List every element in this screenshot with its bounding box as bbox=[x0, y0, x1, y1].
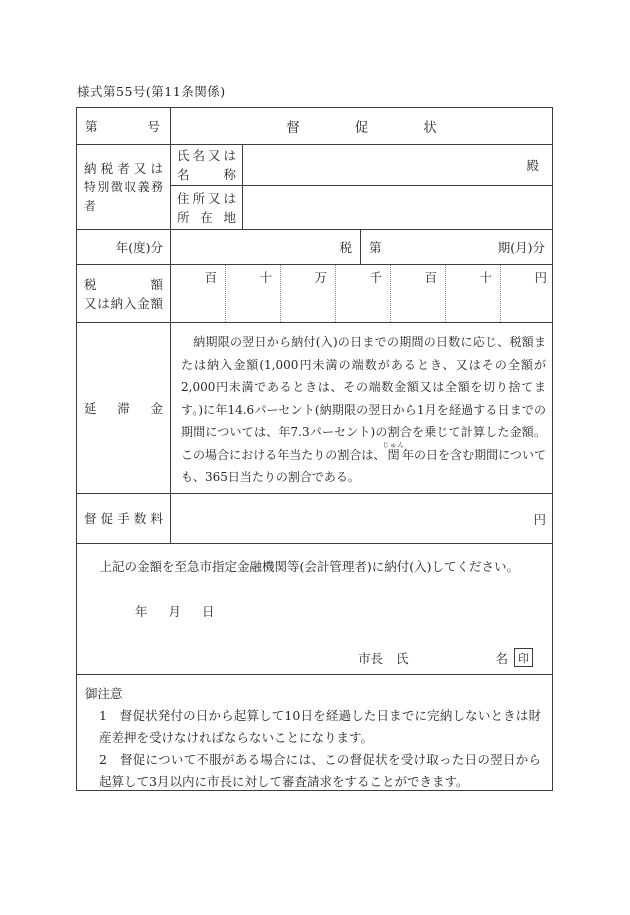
leap-year-kanji: 閏 bbox=[382, 447, 405, 462]
address-label-line2: 所在地 bbox=[177, 209, 236, 225]
mayor-signature-line bbox=[77, 648, 552, 667]
amount-row bbox=[77, 264, 552, 322]
date-day-label: 日 bbox=[202, 604, 215, 619]
amount-label-line2: 又は納入金額 bbox=[84, 295, 163, 311]
late-fee-text-cell bbox=[171, 323, 552, 493]
date-year-label: 年 bbox=[135, 604, 148, 619]
digit-col-yen: 円 bbox=[534, 270, 547, 285]
late-fee-text-part1: 納期限の翌日から納付(入)の日までの期間の日数に応じ、税額または納入金額(1,000円未満の端数があるとき、又はその全額が2,000円未満であるときは、その端数金額又は全額を切り捨てます。)に年14.6パーセント(納期限の翌日から1月を経過する日までの期間については、年7.3パーセント)の割合を乗じて計算した金額。この場合における年当たりの割合は、 bbox=[181, 335, 546, 462]
late-fee-text bbox=[171, 323, 552, 489]
address-label-cell bbox=[171, 186, 243, 229]
form-style-number: 様式第55号(第11条関係) bbox=[77, 84, 226, 99]
period-suffix: 期(月)分 bbox=[497, 240, 545, 255]
taxpayer-detail-cells bbox=[171, 145, 552, 229]
name-label-cell bbox=[171, 145, 243, 185]
amount-label-line1: 税額 bbox=[84, 276, 163, 292]
form-title: 督促状 bbox=[286, 120, 492, 136]
address-label-line1: 住所又は bbox=[177, 190, 236, 206]
form-table bbox=[76, 107, 553, 791]
name-row bbox=[171, 145, 552, 186]
doc-number-suffix: 号 bbox=[147, 119, 160, 134]
demand-fee-field bbox=[171, 494, 552, 543]
tax-name-field bbox=[171, 230, 361, 264]
leap-year-ruby bbox=[382, 440, 405, 462]
late-fee-text-part2: 年の日を含む期間についても、365日当たりの割合である。 bbox=[181, 447, 546, 484]
name-label-line1: 氏名又は bbox=[177, 148, 236, 163]
notes-heading: 御注意 bbox=[85, 686, 123, 701]
notes-section bbox=[77, 674, 552, 790]
taxpayer-row bbox=[77, 144, 552, 229]
note-item-2: 2 督促について不服がある場合には、この督促状を受け取った日の翌日から起算して3月以内に市長に対して審査請求をすることができます。 bbox=[99, 752, 541, 789]
date-line bbox=[135, 602, 552, 620]
demand-fee-label: 督促手数料 bbox=[84, 511, 163, 526]
tax-suffix-label: 税 bbox=[339, 240, 352, 255]
mayor-name-second: 名 bbox=[495, 650, 508, 666]
mayor-name-first: 氏 bbox=[395, 650, 409, 666]
digit-col-ten-million: 十 bbox=[226, 265, 281, 322]
digit-col-hundred-million: 百 bbox=[171, 265, 226, 322]
late-fee-label: 延滞金 bbox=[84, 400, 163, 416]
digit-col-thousand: 千 bbox=[336, 265, 391, 322]
doc-number-prefix: 第 bbox=[85, 119, 98, 134]
taxpayer-label-cell bbox=[77, 145, 171, 229]
digit-col-ten: 十 bbox=[446, 265, 501, 322]
late-fee-label-cell bbox=[77, 323, 171, 493]
period-prefix: 第 bbox=[369, 240, 382, 255]
name-label-line2: 名称 bbox=[177, 167, 236, 182]
taxpayer-label-line1: 納税者又は bbox=[84, 160, 163, 176]
tax-period-row bbox=[77, 229, 552, 264]
form-title-cell bbox=[171, 108, 552, 144]
year-label: 年(度)分 bbox=[115, 240, 163, 255]
amount-label-cell bbox=[77, 265, 171, 322]
leap-year-furigana: じゅん bbox=[382, 440, 405, 449]
address-field bbox=[243, 186, 552, 229]
demand-fee-row bbox=[77, 493, 552, 543]
digit-col-hundred: 百 bbox=[391, 265, 446, 322]
header-row bbox=[77, 108, 552, 144]
note-item-1: 1 督促状発付の日から起算して10日を経過した日までに完納しないときは財産差押を受けなければならないことになります。 bbox=[99, 708, 541, 745]
amount-digit-columns bbox=[171, 265, 552, 322]
seal-mark: 印 bbox=[514, 648, 533, 667]
doc-number-cell bbox=[77, 108, 171, 144]
name-honorific: 殿 bbox=[526, 158, 539, 173]
demand-fee-unit: 円 bbox=[533, 511, 546, 527]
late-fee-row bbox=[77, 322, 552, 493]
payment-row bbox=[77, 543, 552, 674]
year-label-cell bbox=[77, 230, 171, 264]
payment-instruction: 上記の金額を至急市指定金融機関等(会計管理者)に納付(入)してください。 bbox=[87, 559, 520, 574]
period-field bbox=[361, 230, 552, 264]
mayor-label: 市長 bbox=[357, 650, 383, 666]
taxpayer-label-line2: 特別徴収義務者 bbox=[84, 179, 163, 213]
name-field bbox=[243, 145, 552, 185]
date-month-label: 月 bbox=[168, 604, 182, 619]
demand-fee-label-cell bbox=[77, 494, 171, 543]
digit-col-million: 万 bbox=[281, 265, 336, 322]
address-row bbox=[171, 186, 552, 229]
